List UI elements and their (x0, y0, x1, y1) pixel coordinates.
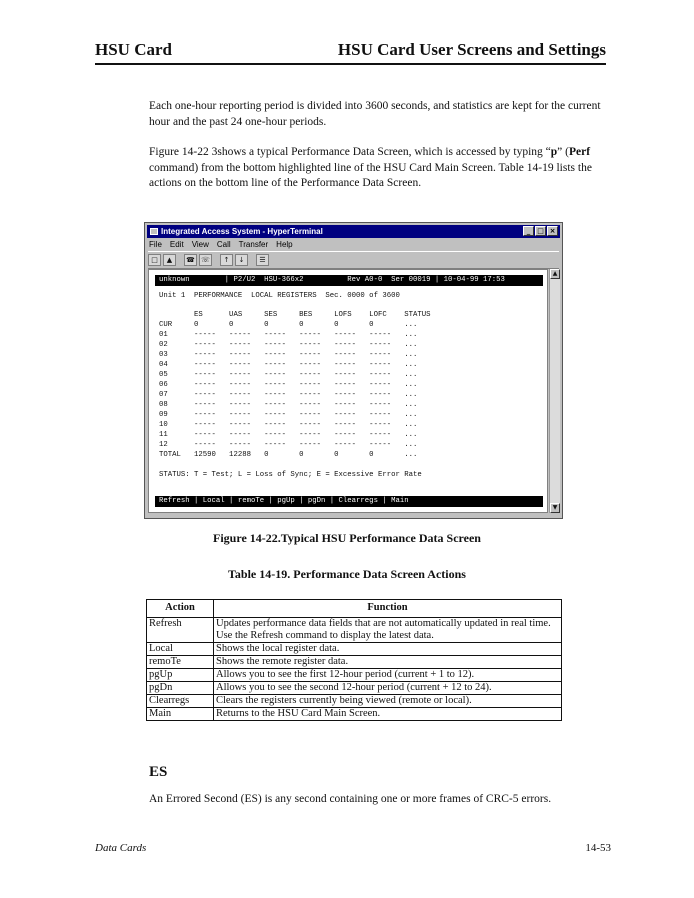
properties-icon[interactable]: ☰ (256, 254, 269, 266)
close-button[interactable]: × (547, 226, 558, 236)
send-icon[interactable]: ↑ (220, 254, 233, 266)
table-row (147, 708, 562, 721)
running-header-right: HSU Card User Screens and Settings (337, 40, 606, 59)
terminal-line: 07 ----- ----- ----- ----- ----- ----- ... (159, 391, 418, 399)
table-cell: Clears the registers currently being viewed (remote or local). (214, 695, 562, 708)
table-row (147, 669, 562, 682)
actions-table (146, 599, 562, 721)
new-icon[interactable]: □ (148, 254, 161, 266)
table-cell: Updates performance data fields that are not automatically updated in real time. Use the Refresh command to display the latest data. (214, 618, 562, 643)
table-row (147, 643, 562, 656)
scroll-down-icon[interactable]: ▼ (550, 503, 560, 513)
open-icon[interactable]: ▲ (163, 254, 176, 266)
menu-edit[interactable]: Edit (169, 240, 184, 249)
table-cell: remoTe (147, 656, 214, 669)
table-cell: Allows you to see the first 12-hour period (current + 1 to 12). (214, 669, 562, 682)
menu-bar (149, 239, 293, 250)
disconnect-icon[interactable]: ☏ (199, 254, 212, 266)
terminal-line: 11 ----- ----- ----- ----- ----- ----- ... (159, 431, 418, 439)
paragraph-es-definition: An Errored Second (ES) is any second containing one or more frames of CRC-5 errors. (149, 793, 552, 805)
terminal-line: 05 ----- ----- ----- ----- ----- ----- ... (159, 371, 418, 379)
paragraph-text: Figure 14-22 3shows a typical Performance Data Screen, which is accessed by typing “ (149, 146, 551, 158)
receive-icon[interactable]: ↓ (235, 254, 248, 266)
menu-transfer[interactable]: Transfer (238, 240, 269, 249)
hyperterminal-app-icon (150, 228, 158, 235)
terminal-line: ES UAS SES BES LOFS LOFC STATUS (159, 311, 431, 319)
window-title: Integrated Access System - HyperTerminal (161, 227, 323, 236)
table-cell: Returns to the HSU Card Main Screen. (214, 708, 562, 721)
paragraph-text: command) from the bottom highlighted line of the HSU Card Main Screen. Table 14-19 lists the actions on the bottom line of the Performance Data Screen. (149, 161, 592, 189)
terminal-line: 09 ----- ----- ----- ----- ----- ----- ... (159, 411, 418, 419)
table-cell: Shows the local register data. (214, 643, 562, 656)
paragraph-text: ” ( (557, 146, 569, 158)
table-cell: pgDn (147, 682, 214, 695)
terminal-line: Unit 1 PERFORMANCE LOCAL REGISTERS Sec. 0000 of 3600 (159, 292, 400, 300)
paragraph-figure-reference (149, 145, 614, 192)
minimize-button[interactable]: _ (523, 226, 534, 236)
column-header-action: Action (147, 600, 214, 618)
table-cell: Clearregs (147, 695, 214, 708)
terminal-line: 04 ----- ----- ----- ----- ----- ----- ... (159, 361, 418, 369)
terminal-command-line: Refresh | Local | remoTe | pgUp | pgDn | Clearregs | Main (155, 496, 543, 507)
menu-view[interactable]: View (191, 240, 209, 249)
key-p: p (550, 146, 558, 158)
running-header-left: HSU Card (95, 40, 172, 59)
hyperterminal-window (144, 222, 563, 519)
section-heading-es: ES (149, 764, 168, 780)
terminal-status-line: unknown | P2/U2 HSU-366x2 Rev A0-0 Ser 00019 | 10-04-99 17:53 (155, 275, 543, 286)
terminal-line: 08 ----- ----- ----- ----- ----- ----- ... (159, 401, 418, 409)
table-row (147, 682, 562, 695)
table-cell: Allows you to see the second 12-hour period (current + 12 to 24). (214, 682, 562, 695)
connect-icon[interactable]: ☎ (184, 254, 197, 266)
terminal-line: 10 ----- ----- ----- ----- ----- ----- ... (159, 421, 418, 429)
paragraph-reporting-period: Each one-hour reporting period is divided into 3600 seconds, and statistics are kept for the current hour and the past 24 one-hour periods. (149, 100, 601, 128)
terminal-line: 01 ----- ----- ----- ----- ----- ----- ... (159, 331, 418, 339)
terminal-line: 03 ----- ----- ----- ----- ----- ----- ... (159, 351, 418, 359)
scroll-up-icon[interactable]: ▲ (550, 269, 560, 279)
vertical-scrollbar[interactable] (549, 269, 560, 513)
menu-call[interactable]: Call (216, 240, 231, 249)
table-row (147, 656, 562, 669)
header-rule (95, 63, 606, 65)
table-cell: pgUp (147, 669, 214, 682)
table-header-row (147, 600, 562, 618)
table-cell: Refresh (147, 618, 214, 643)
maximize-button[interactable]: □ (535, 226, 546, 236)
terminal-line: TOTAL 12590 12288 0 0 0 0 ... (159, 451, 418, 459)
table-cell: Main (147, 708, 214, 721)
table-row (147, 618, 562, 643)
menu-file[interactable]: File (149, 240, 162, 249)
window-controls (523, 226, 558, 236)
window-titlebar (147, 225, 560, 238)
command-perf: Perf (568, 146, 591, 158)
table-cell: Local (147, 643, 214, 656)
table-row (147, 695, 562, 708)
menu-help[interactable]: Help (276, 240, 293, 249)
footer-left: Data Cards (95, 842, 147, 854)
terminal-line: 02 ----- ----- ----- ----- ----- ----- ... (159, 341, 418, 349)
page-number: 14-53 (585, 842, 611, 854)
terminal-line: 06 ----- ----- ----- ----- ----- ----- ... (159, 381, 418, 389)
table-cell: Shows the remote register data. (214, 656, 562, 669)
column-header-function: Function (214, 600, 562, 618)
figure-caption: Figure 14-22.Typical HSU Performance Data Screen (213, 531, 481, 545)
table-caption: Table 14-19. Performance Data Screen Actions (228, 567, 466, 581)
terminal-line: STATUS: T = Test; L = Loss of Sync; E = Excessive Error Rate (159, 471, 422, 479)
terminal-screen[interactable] (148, 269, 548, 513)
terminal-line: 12 ----- ----- ----- ----- ----- ----- ... (159, 441, 418, 449)
terminal-line: CUR 0 0 0 0 0 0 ... (159, 321, 418, 329)
toolbar (148, 251, 559, 269)
